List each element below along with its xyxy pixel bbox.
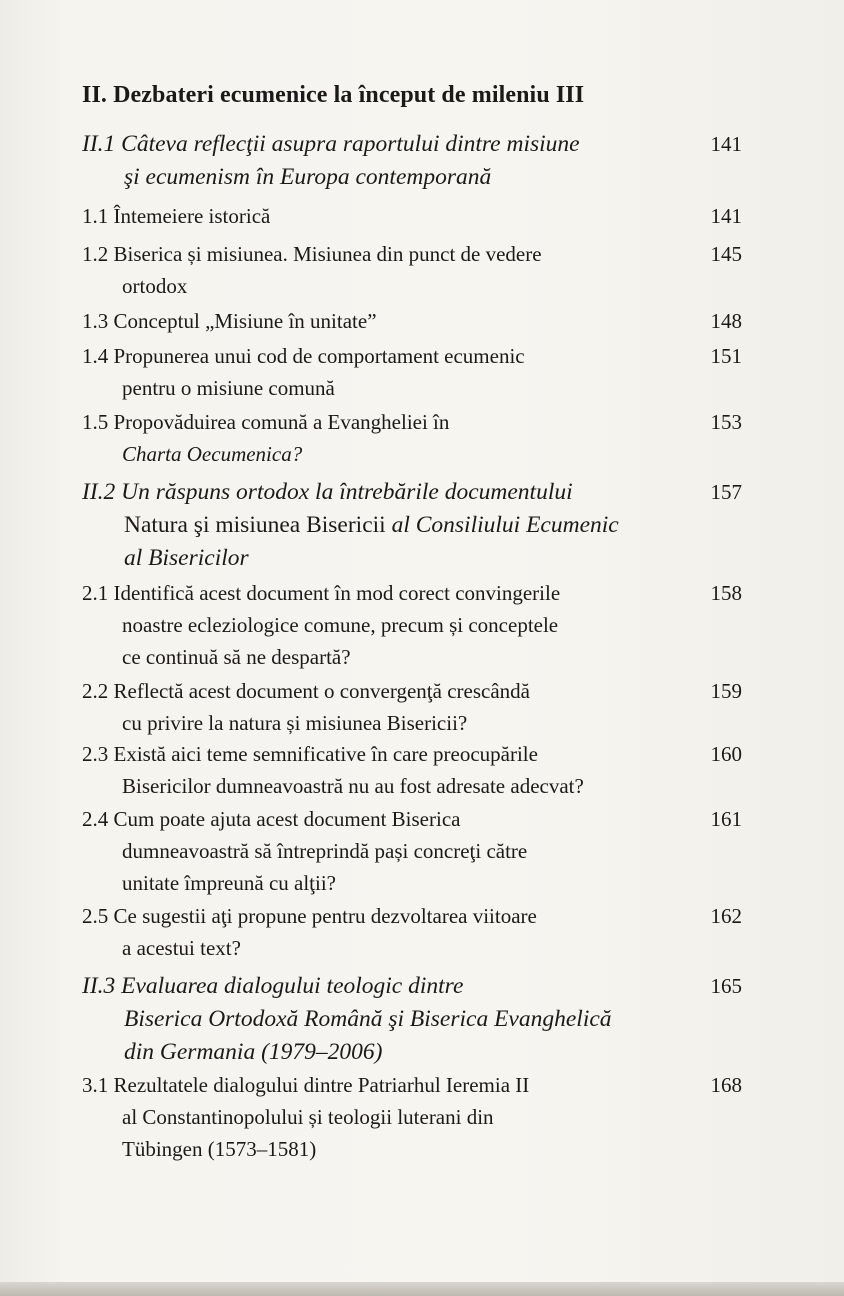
toc-entry-text: al Consiliului Ecumenic: [385, 512, 619, 538]
toc-entry-II-2[interactable]: [82, 476, 742, 575]
toc-page-number: 148: [710, 309, 742, 333]
toc-entry-2-3[interactable]: [82, 738, 742, 802]
toc-entry-text: 2.3 Există aici teme semnificative în care preocupările: [82, 742, 538, 766]
page-bottom-edge: [0, 1282, 844, 1296]
toc-entry-1-1[interactable]: [82, 200, 742, 232]
toc-entry-text: 2.4 Cum poate ajuta acest document Biserica: [82, 807, 461, 831]
toc-entry-text: 2.1 Identifică acest document în mod corect convingerile: [82, 581, 561, 605]
toc-page-number: 162: [710, 904, 742, 928]
toc-entry-3-1[interactable]: [82, 1069, 742, 1165]
toc-entry-text: 1.3 Conceptul „Misiune în unitate”: [82, 309, 377, 333]
toc-entry-text: 1.1 Întemeiere istorică: [82, 204, 271, 228]
toc-page-number: 168: [710, 1073, 742, 1097]
toc-entry-text: Charta Oecumenica?: [122, 442, 303, 466]
toc-entry-II-3[interactable]: [82, 970, 742, 1069]
toc-page-number: 160: [710, 742, 742, 766]
toc-entry-text: al Bisericilor: [124, 545, 249, 571]
toc-entry-text: Biserica Ortodoxă Română şi Biserica Evanghelică: [124, 1006, 612, 1032]
toc-entry-text: 2.5 Ce sugestii aţi propune pentru dezvoltarea viitoare: [82, 904, 537, 928]
toc-page-number: 159: [710, 679, 742, 703]
toc-entry-text: II.2 Un răspuns ortodox la întrebările documentului: [82, 479, 573, 505]
toc-entry-2-1[interactable]: [82, 577, 742, 673]
section-title: II. Dezbateri ecumenice la început de mileniu III: [82, 82, 585, 108]
toc-entry-text: Natura şi misiunea Bisericii: [124, 512, 386, 538]
toc-entry-2-5[interactable]: [82, 900, 742, 964]
toc-page-number: 157: [710, 480, 742, 504]
toc-entry-text: II.1 Câteva reflecţii asupra raportului dintre misiune: [82, 131, 580, 157]
toc-entry-II-1[interactable]: [82, 128, 742, 194]
toc-entry-1-3[interactable]: [82, 305, 742, 337]
toc-entry-text: 3.1 Rezultatele dialogului dintre Patriarhul Ieremia II: [82, 1073, 530, 1097]
toc-page-number: 165: [710, 974, 742, 998]
toc-entry-text: II.3 Evaluarea dialogului teologic dintre: [82, 973, 464, 999]
toc-entry-text: şi ecumenism în Europa contemporană: [124, 164, 492, 190]
toc-entry-text: din Germania (1979–2006): [124, 1039, 383, 1065]
toc-entry-text: ce continuă să ne despartă?: [122, 645, 351, 669]
toc-page-number: 158: [710, 581, 742, 605]
toc-entry-text: pentru o misiune comună: [122, 376, 335, 400]
toc-page-number: 145: [710, 242, 742, 266]
toc-entry-text: Tübingen (1573–1581): [122, 1137, 317, 1161]
toc-entry-1-5[interactable]: [82, 406, 742, 470]
toc-entry-2-2[interactable]: [82, 675, 742, 739]
toc-entry-text: 2.2 Reflectă acest document o convergenţă crescândă: [82, 679, 530, 703]
toc-entry-2-4[interactable]: [82, 803, 742, 899]
toc-page-number: 153: [710, 410, 742, 434]
toc-entry-text: 1.5 Propovăduirea comună a Evangheliei în: [82, 410, 450, 434]
toc-page-number: 141: [710, 204, 742, 228]
toc-entry-text: Bisericilor dumneavoastră nu au fost adresate adecvat?: [122, 774, 584, 798]
toc-entry-text: cu privire la natura și misiunea Bisericii?: [122, 711, 468, 735]
toc-page-number: 161: [710, 807, 742, 831]
toc-entry-1-4[interactable]: [82, 340, 742, 404]
toc-entry-text: 1.2 Biserica și misiunea. Misiunea din punct de vedere: [82, 242, 542, 266]
toc-entry-text: ortodox: [122, 274, 188, 298]
toc-entry-text: noastre ecleziologice comune, precum și conceptele: [122, 613, 559, 637]
toc-entry-text: al Constantinopolului și teologii luterani din: [122, 1105, 494, 1129]
toc-page-number: 141: [710, 132, 742, 156]
toc-entry-text: 1.4 Propunerea unui cod de comportament ecumenic: [82, 344, 525, 368]
toc-page-number: 151: [710, 344, 742, 368]
toc-entry-text: unitate împreună cu alţii?: [122, 871, 336, 895]
toc-entry-1-2[interactable]: [82, 238, 742, 302]
toc-entry-text: dumneavoastră să întreprindă pași concreţi către: [122, 839, 528, 863]
toc-entry-text: a acestui text?: [122, 936, 241, 960]
